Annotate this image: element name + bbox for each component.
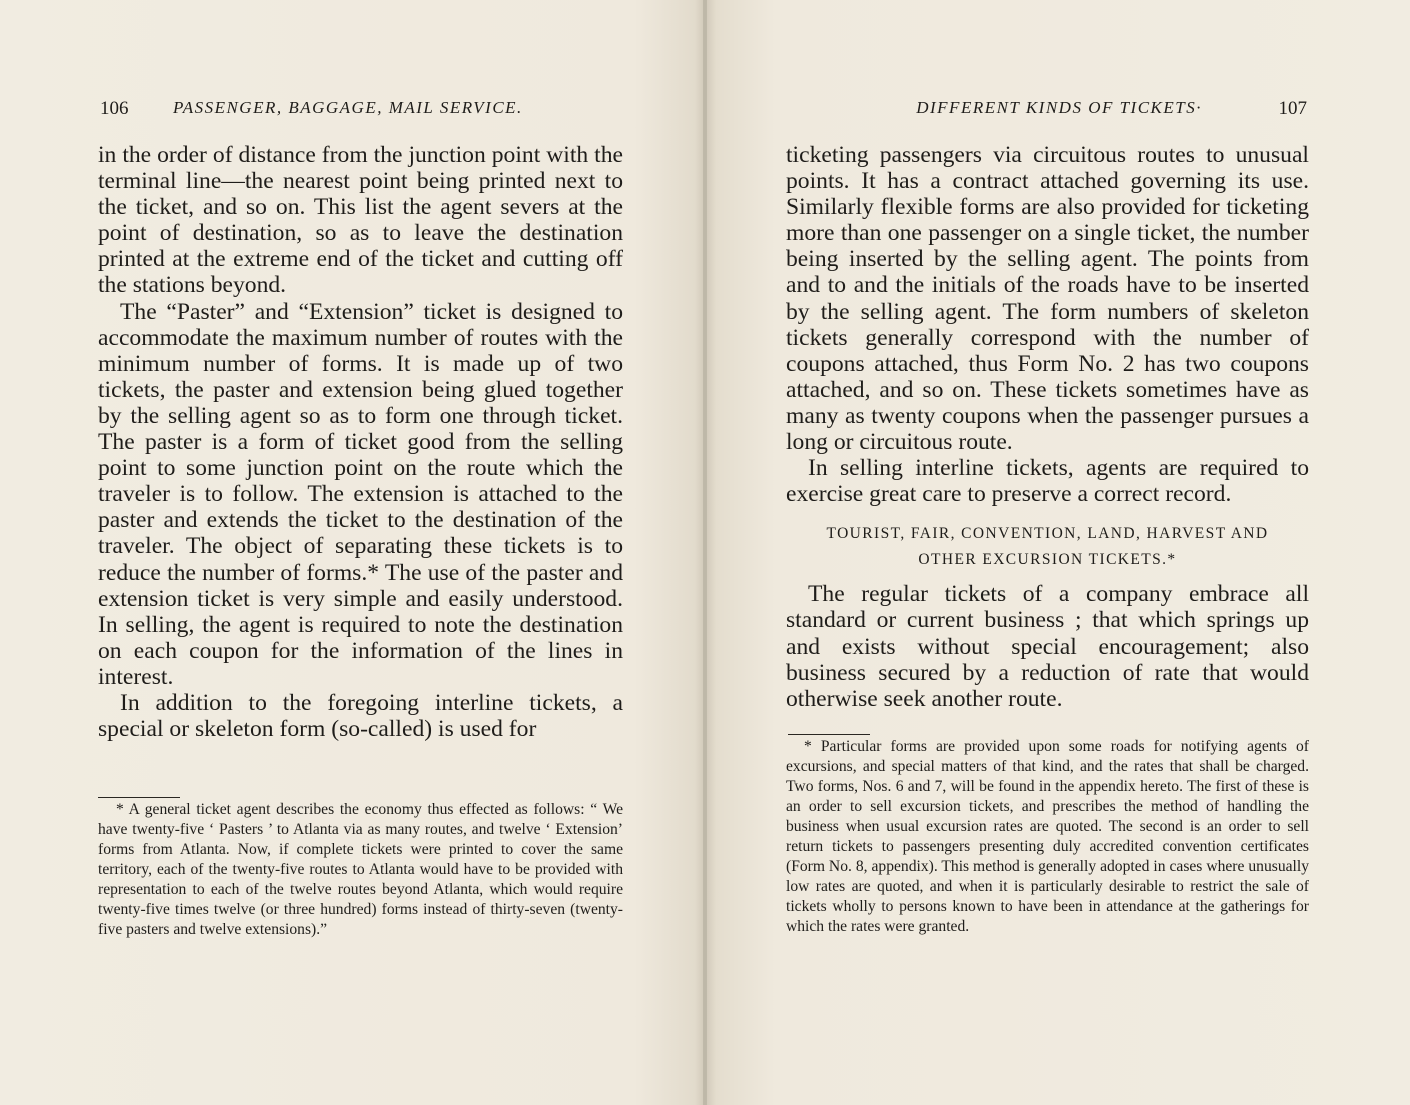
right-footnote-rule bbox=[788, 734, 870, 735]
right-running-head: DIFFERENT KINDS OF TICKETS· bbox=[916, 98, 1202, 117]
book-gutter bbox=[703, 0, 707, 1105]
section-heading bbox=[786, 521, 1309, 573]
right-page-header bbox=[786, 98, 1309, 124]
left-footnote bbox=[98, 800, 623, 940]
section-heading-line-1: TOURIST, FAIR, CONVENTION, LAND, HARVEST AND bbox=[826, 525, 1269, 543]
left-page-header bbox=[98, 98, 623, 124]
left-paragraph-1: in the order of distance from the junction point with the terminal line—the nearest point being printed next to the ticket, and so on. This list the agent severs at the point of destination, so as to leave the destination printed at the extreme end of the ticket and cutting off the stations beyond. bbox=[98, 142, 623, 299]
left-page-number: 106 bbox=[100, 98, 129, 119]
right-paragraph-2: In selling interline tickets, agents are required to exercise great care to preserve a correct record. bbox=[786, 455, 1309, 508]
right-paragraph-1: ticketing passengers via circuitous routes to unusual points. It has a contract attached governing its use. Similarly flexible forms are also provided for ticketing more than one passenger on a single ticket, the number being inserted by the selling agent. The points from and to and the initials of the roads have to be inserted by the selling agent. The form numbers of skeleton tickets generally correspond with the number of coupons attached, thus Form No. 2 has two coupons attached, and so on. These tickets sometimes have as many as twenty coupons when the passenger pursues a long or circuitous route. bbox=[786, 142, 1309, 456]
left-body-text bbox=[98, 142, 623, 742]
left-footnote-text: * A general ticket agent describes the economy thus effected as follows: “ We have twenty-five ‘ Pasters ’ to Atlanta via as many routes, and twelve ‘ Extension’ forms from Atlanta. Now, if complete tickets were printed to cover the same territory, each of the twenty-five routes to Atlanta would have to be provided with representation to each of the twelve routes beyond Atlanta, which would require twenty-five times twelve (or three hundred) forms instead of thirty-seven (twenty-five pasters and twelve extensions).” bbox=[98, 801, 623, 938]
section-heading-line-2: OTHER EXCURSION TICKETS.* bbox=[918, 551, 1177, 569]
right-paragraph-3: The regular tickets of a company embrace all standard or current business ; that which springs up and exists without special encouragement; also business secured by a reduction of rate that would otherwise seek another route. bbox=[786, 581, 1309, 712]
left-page bbox=[98, 0, 623, 1105]
left-paragraph-2: The “Paster” and “Extension” ticket is designed to accommodate the maximum number of routes with the minimum number of forms. It is made up of two tickets, the paster and extension being glued together by the selling agent so as to form one through ticket. The paster is a form of ticket good from the selling point to some junction point on the route which the traveler is to follow. The extension is attached to the paster and extends the ticket to the destination of the traveler. The object of separating these tickets is to reduce the number of forms.* The use of the paster and extension ticket is very simple and easily understood. In selling, the agent is required to note the destination on each coupon for the information of the lines in interest. bbox=[98, 298, 623, 690]
left-paragraph-3: In addition to the foregoing interline tickets, a special or skeleton form (so-called) is used for bbox=[98, 689, 623, 743]
right-page-number: 107 bbox=[1278, 98, 1307, 119]
right-footnote-text: * Particular forms are provided upon some roads for notifying agents of excursions, and special matters of that kind, and the rates that shall be charged. Two forms, Nos. 6 and 7, will be found in the appendix hereto. The first of these is an order to sell excursion tickets, and prescribes the method of handling the business when usual excursion rates are quoted. The second is an order to sell return tickets to passengers presenting duly accredited convention certificates (Form No. 8, appendix). This method is generally adopted in cases where unusually low rates are quoted, and when it is particularly desirable to restrict the sale of tickets wholly to persons known to have been in attendance at the gatherings for which the rates were granted. bbox=[786, 738, 1309, 935]
right-body-text bbox=[786, 142, 1309, 712]
left-running-head: PASSENGER, BAGGAGE, MAIL SERVICE. bbox=[173, 98, 523, 117]
left-footnote-rule bbox=[98, 797, 180, 798]
right-page bbox=[786, 0, 1309, 1105]
right-footnote bbox=[786, 737, 1309, 937]
